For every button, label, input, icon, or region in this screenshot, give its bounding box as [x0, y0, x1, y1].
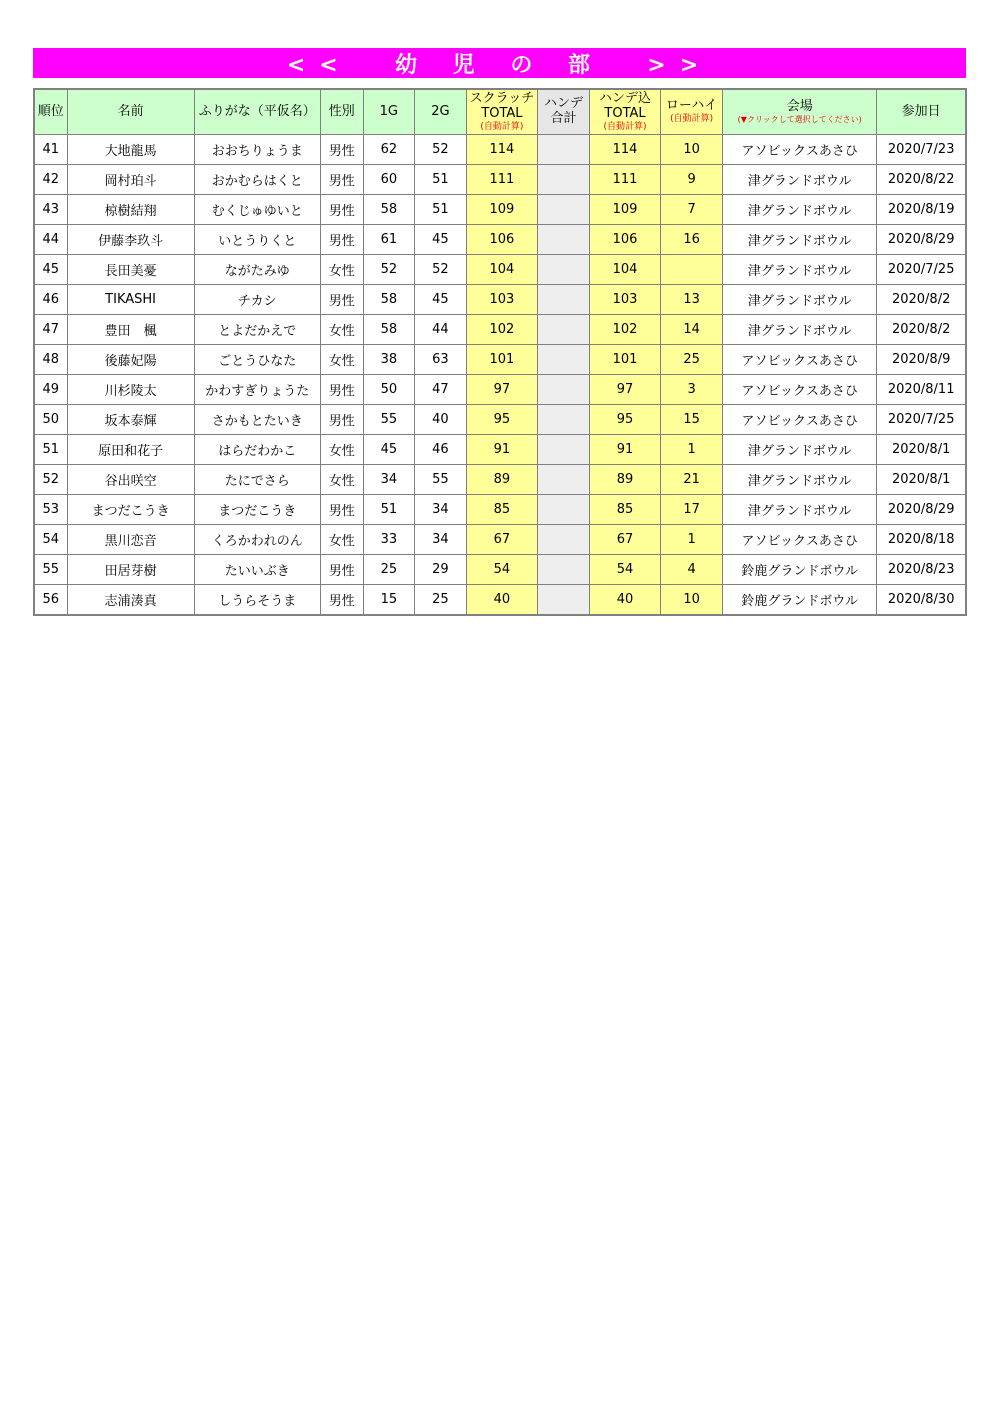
header-name: 名前: [67, 89, 194, 135]
cell-g2: 40: [414, 405, 466, 435]
cell-rank: 43: [34, 195, 67, 225]
cell-gender: 男性: [320, 495, 363, 525]
cell-gender: 女性: [320, 435, 363, 465]
cell-handi[interactable]: [537, 525, 589, 555]
cell-g1: 62: [363, 135, 414, 165]
cell-kana: いとうりくと: [194, 225, 320, 255]
cell-total: 97: [590, 375, 661, 405]
header-scratch-line1: スクラッチ: [469, 90, 535, 106]
cell-date: 2020/8/1: [877, 465, 966, 495]
table-row: [34, 195, 966, 225]
cell-total: 101: [590, 345, 661, 375]
cell-gender: 男性: [320, 405, 363, 435]
cell-kana: たにでさら: [194, 465, 320, 495]
table-row: [34, 285, 966, 315]
header-scratch-total: [466, 89, 537, 135]
cell-g2: 34: [414, 525, 466, 555]
cell-handi[interactable]: [537, 255, 589, 285]
cell-handi[interactable]: [537, 285, 589, 315]
cell-gender: 男性: [320, 225, 363, 255]
cell-date: 2020/8/2: [877, 315, 966, 345]
cell-gender: 男性: [320, 165, 363, 195]
cell-date: 2020/8/1: [877, 435, 966, 465]
header-venue-note: (▼クリックして選択してください): [737, 114, 862, 124]
cell-venue[interactable]: 津グランドボウル: [723, 225, 877, 255]
cell-handi[interactable]: [537, 225, 589, 255]
header-rank: 順位: [34, 89, 67, 135]
cell-handi[interactable]: [537, 315, 589, 345]
header-handicap-total: [590, 89, 661, 135]
header-scratch-note: (自動計算): [480, 121, 524, 132]
cell-g2: 34: [414, 495, 466, 525]
cell-venue[interactable]: アソビックスあさひ: [723, 345, 877, 375]
cell-g2: 47: [414, 375, 466, 405]
cell-g2: 52: [414, 255, 466, 285]
table-row: [34, 495, 966, 525]
cell-kana: おおちりょうま: [194, 135, 320, 165]
cell-scratch: 114: [466, 135, 537, 165]
cell-date: 2020/8/19: [877, 195, 966, 225]
cell-date: 2020/7/23: [877, 135, 966, 165]
cell-g1: 45: [363, 435, 414, 465]
cell-lowhigh: 9: [661, 165, 723, 195]
header-handi-line1: ハンデ: [543, 96, 583, 112]
cell-kana: ごとうひなた: [194, 345, 320, 375]
header-lowhigh-note: (自動計算): [670, 114, 714, 125]
cell-venue[interactable]: 津グランドボウル: [723, 195, 877, 225]
cell-date: 2020/8/29: [877, 225, 966, 255]
cell-scratch: 104: [466, 255, 537, 285]
cell-total: 85: [590, 495, 661, 525]
cell-total: 106: [590, 225, 661, 255]
cell-date: 2020/8/9: [877, 345, 966, 375]
cell-g2: 25: [414, 585, 466, 616]
cell-scratch: 97: [466, 375, 537, 405]
cell-venue[interactable]: アソビックスあさひ: [723, 135, 877, 165]
cell-total: 102: [590, 315, 661, 345]
cell-total: 54: [590, 555, 661, 585]
cell-total: 95: [590, 405, 661, 435]
cell-lowhigh: 13: [661, 285, 723, 315]
cell-kana: おかむらはくと: [194, 165, 320, 195]
cell-name: 伊藤李玖斗: [67, 225, 194, 255]
cell-rank: 55: [34, 555, 67, 585]
cell-handi[interactable]: [537, 345, 589, 375]
cell-scratch: 91: [466, 435, 537, 465]
table-row: [34, 255, 966, 285]
cell-g1: 15: [363, 585, 414, 616]
cell-scratch: 95: [466, 405, 537, 435]
cell-name: 岡村珀斗: [67, 165, 194, 195]
cell-handi[interactable]: [537, 405, 589, 435]
cell-gender: 男性: [320, 135, 363, 165]
table-row: [34, 465, 966, 495]
header-handi-line2: 合計: [550, 111, 577, 126]
cell-total: 67: [590, 525, 661, 555]
cell-name: 豊田 楓: [67, 315, 194, 345]
header-low-high: [661, 89, 723, 135]
cell-rank: 51: [34, 435, 67, 465]
cell-lowhigh: 10: [661, 585, 723, 616]
cell-rank: 54: [34, 525, 67, 555]
cell-g2: 29: [414, 555, 466, 585]
header-total-note: (自動計算): [603, 121, 647, 132]
cell-name: 後藤妃陽: [67, 345, 194, 375]
cell-rank: 52: [34, 465, 67, 495]
cell-total: 89: [590, 465, 661, 495]
cell-scratch: 85: [466, 495, 537, 525]
cell-total: 109: [590, 195, 661, 225]
cell-handi[interactable]: [537, 465, 589, 495]
cell-rank: 47: [34, 315, 67, 345]
cell-g1: 51: [363, 495, 414, 525]
header-total-line1: ハンデ込: [599, 90, 652, 106]
cell-g1: 55: [363, 405, 414, 435]
table-row: [34, 375, 966, 405]
cell-total: 103: [590, 285, 661, 315]
cell-g2: 51: [414, 195, 466, 225]
cell-g1: 58: [363, 315, 414, 345]
cell-g2: 63: [414, 345, 466, 375]
cell-lowhigh: 21: [661, 465, 723, 495]
cell-handi[interactable]: [537, 585, 589, 616]
cell-venue[interactable]: 津グランドボウル: [723, 315, 877, 345]
cell-g1: 50: [363, 375, 414, 405]
table-row: [34, 315, 966, 345]
cell-gender: 女性: [320, 345, 363, 375]
cell-date: 2020/8/2: [877, 285, 966, 315]
cell-gender: 女性: [320, 255, 363, 285]
cell-gender: 男性: [320, 195, 363, 225]
cell-name: 椋樹結翔: [67, 195, 194, 225]
cell-venue[interactable]: アソビックスあさひ: [723, 405, 877, 435]
cell-handi[interactable]: [537, 555, 589, 585]
header-game1: 1G: [363, 89, 414, 135]
table-row: [34, 225, 966, 255]
cell-name: 原田和花子: [67, 435, 194, 465]
cell-g1: 60: [363, 165, 414, 195]
cell-venue[interactable]: アソビックスあさひ: [723, 525, 877, 555]
cell-g2: 46: [414, 435, 466, 465]
cell-gender: 女性: [320, 525, 363, 555]
cell-handi[interactable]: [537, 495, 589, 525]
cell-total: 91: [590, 435, 661, 465]
cell-g1: 61: [363, 225, 414, 255]
cell-venue[interactable]: 津グランドボウル: [723, 165, 877, 195]
cell-rank: 44: [34, 225, 67, 255]
cell-scratch: 54: [466, 555, 537, 585]
cell-kana: さかもとたいき: [194, 405, 320, 435]
cell-rank: 42: [34, 165, 67, 195]
cell-lowhigh: [661, 255, 723, 285]
table-row: [34, 525, 966, 555]
table-row: [34, 435, 966, 465]
cell-lowhigh: 1: [661, 525, 723, 555]
cell-rank: 49: [34, 375, 67, 405]
cell-lowhigh: 10: [661, 135, 723, 165]
cell-scratch: 106: [466, 225, 537, 255]
cell-handi[interactable]: [537, 165, 589, 195]
cell-kana: ながたみゆ: [194, 255, 320, 285]
cell-kana: くろかわれのん: [194, 525, 320, 555]
cell-rank: 45: [34, 255, 67, 285]
table-row: [34, 405, 966, 435]
cell-handi[interactable]: [537, 435, 589, 465]
cell-kana: とよだかえで: [194, 315, 320, 345]
cell-total: 111: [590, 165, 661, 195]
cell-g2: 45: [414, 225, 466, 255]
cell-name: 川杉陵太: [67, 375, 194, 405]
cell-venue[interactable]: 津グランドボウル: [723, 255, 877, 285]
cell-handi[interactable]: [537, 135, 589, 165]
cell-venue[interactable]: 津グランドボウル: [723, 435, 877, 465]
cell-name: 志浦湊真: [67, 585, 194, 616]
cell-g2: 55: [414, 465, 466, 495]
cell-scratch: 67: [466, 525, 537, 555]
cell-g2: 45: [414, 285, 466, 315]
table-row: [34, 585, 966, 616]
header-total-line2: TOTAL: [604, 105, 646, 121]
cell-g2: 51: [414, 165, 466, 195]
table-row: [34, 345, 966, 375]
cell-rank: 41: [34, 135, 67, 165]
results-body: [34, 135, 966, 616]
section-title: << 幼 児 の 部 >>: [33, 48, 966, 78]
cell-name: 坂本泰輝: [67, 405, 194, 435]
cell-lowhigh: 25: [661, 345, 723, 375]
cell-total: 104: [590, 255, 661, 285]
header-date: 参加日: [877, 89, 966, 135]
cell-rank: 53: [34, 495, 67, 525]
header-venue: [723, 89, 877, 135]
cell-lowhigh: 16: [661, 225, 723, 255]
header-game2: 2G: [414, 89, 466, 135]
header-gender: 性別: [320, 89, 363, 135]
cell-scratch: 102: [466, 315, 537, 345]
results-table: [33, 88, 967, 616]
cell-name: 黒川恋音: [67, 525, 194, 555]
cell-venue[interactable]: 鈴鹿グランドボウル: [723, 585, 877, 616]
cell-date: 2020/8/23: [877, 555, 966, 585]
cell-name: TIKASHI: [67, 285, 194, 315]
header-lowhigh-line1: ローハイ: [665, 98, 718, 114]
cell-scratch: 89: [466, 465, 537, 495]
cell-date: 2020/8/11: [877, 375, 966, 405]
cell-date: 2020/8/22: [877, 165, 966, 195]
cell-gender: 男性: [320, 375, 363, 405]
cell-kana: まつだこうき: [194, 495, 320, 525]
cell-g2: 52: [414, 135, 466, 165]
cell-date: 2020/8/18: [877, 525, 966, 555]
cell-rank: 50: [34, 405, 67, 435]
cell-scratch: 101: [466, 345, 537, 375]
cell-name: 長田美憂: [67, 255, 194, 285]
cell-lowhigh: 17: [661, 495, 723, 525]
cell-kana: チカシ: [194, 285, 320, 315]
header-venue-line1: 会場: [786, 98, 813, 114]
cell-rank: 56: [34, 585, 67, 616]
cell-gender: 女性: [320, 465, 363, 495]
header-row: [34, 89, 966, 135]
cell-g1: 38: [363, 345, 414, 375]
cell-g1: 52: [363, 255, 414, 285]
cell-gender: 男性: [320, 585, 363, 616]
cell-lowhigh: 7: [661, 195, 723, 225]
cell-g1: 25: [363, 555, 414, 585]
cell-g1: 34: [363, 465, 414, 495]
cell-total: 40: [590, 585, 661, 616]
cell-scratch: 111: [466, 165, 537, 195]
cell-kana: たいいぶき: [194, 555, 320, 585]
cell-gender: 男性: [320, 285, 363, 315]
cell-scratch: 40: [466, 585, 537, 616]
cell-kana: はらだわかこ: [194, 435, 320, 465]
cell-g1: 33: [363, 525, 414, 555]
cell-gender: 男性: [320, 555, 363, 585]
cell-total: 114: [590, 135, 661, 165]
cell-name: まつだこうき: [67, 495, 194, 525]
cell-name: 田居芽樹: [67, 555, 194, 585]
cell-g1: 58: [363, 195, 414, 225]
cell-lowhigh: 4: [661, 555, 723, 585]
table-row: [34, 555, 966, 585]
table-row: [34, 135, 966, 165]
cell-scratch: 103: [466, 285, 537, 315]
cell-name: 大地龍馬: [67, 135, 194, 165]
cell-name: 谷出咲空: [67, 465, 194, 495]
header-handicap: [537, 89, 589, 135]
cell-g1: 58: [363, 285, 414, 315]
cell-kana: むくじゅゆいと: [194, 195, 320, 225]
cell-kana: かわすぎりょうた: [194, 375, 320, 405]
cell-lowhigh: 15: [661, 405, 723, 435]
cell-lowhigh: 14: [661, 315, 723, 345]
cell-rank: 48: [34, 345, 67, 375]
cell-handi[interactable]: [537, 375, 589, 405]
cell-date: 2020/7/25: [877, 255, 966, 285]
cell-gender: 女性: [320, 315, 363, 345]
cell-kana: しうらそうま: [194, 585, 320, 616]
cell-scratch: 109: [466, 195, 537, 225]
header-kana: ふりがな（平仮名）: [194, 89, 320, 135]
cell-lowhigh: 1: [661, 435, 723, 465]
cell-venue[interactable]: 津グランドボウル: [723, 285, 877, 315]
cell-venue[interactable]: 津グランドボウル: [723, 495, 877, 525]
cell-venue[interactable]: 鈴鹿グランドボウル: [723, 555, 877, 585]
cell-venue[interactable]: アソビックスあさひ: [723, 375, 877, 405]
header-scratch-line2: TOTAL: [481, 105, 523, 121]
cell-g2: 44: [414, 315, 466, 345]
cell-lowhigh: 3: [661, 375, 723, 405]
cell-rank: 46: [34, 285, 67, 315]
cell-venue[interactable]: 津グランドボウル: [723, 465, 877, 495]
cell-date: 2020/7/25: [877, 405, 966, 435]
cell-handi[interactable]: [537, 195, 589, 225]
table-row: [34, 165, 966, 195]
cell-date: 2020/8/30: [877, 585, 966, 616]
cell-date: 2020/8/29: [877, 495, 966, 525]
